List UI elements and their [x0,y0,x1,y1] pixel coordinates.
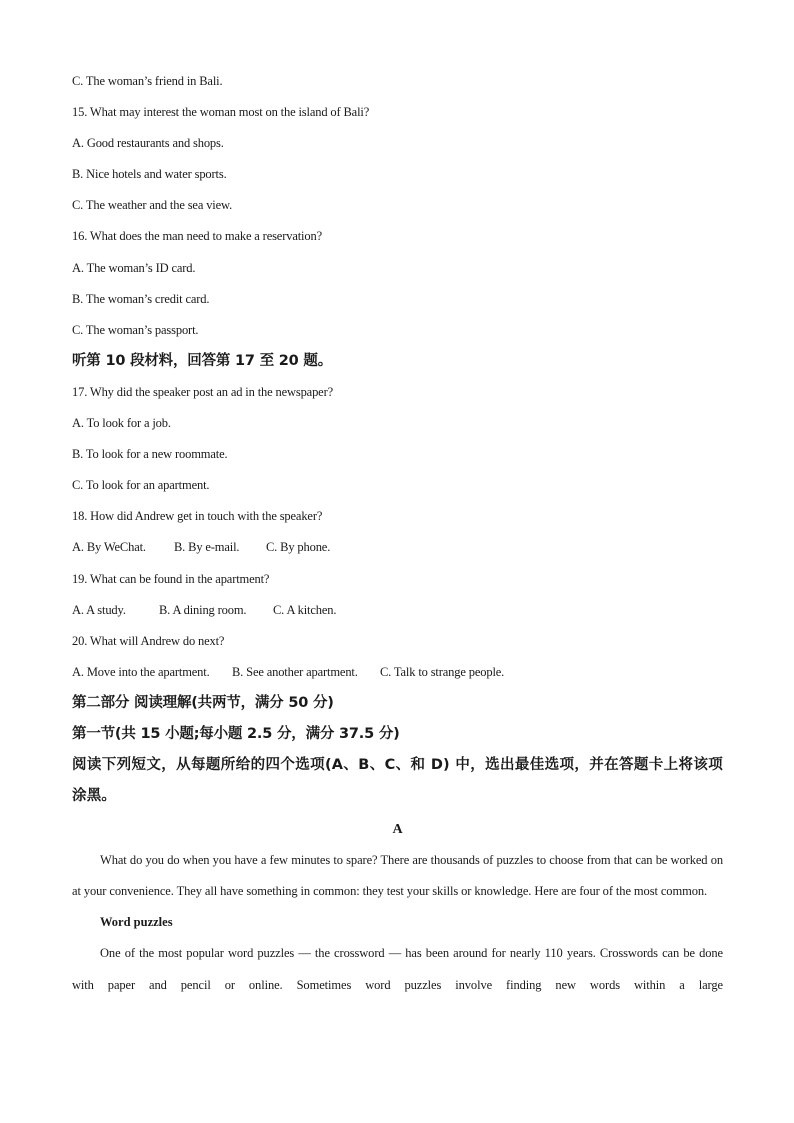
q18-option-b: B. By e-mail. [174,540,240,555]
q14-option-c: C. The woman’s friend in Bali. [72,74,223,88]
q16-option-a: A. The woman’s ID card. [72,260,196,275]
q19-question: 19. What can be found in the apartment? [72,571,270,586]
q20-option-c: C. Talk to strange people. [380,664,505,679]
q15-question: 15. What may interest the woman most on the island of Bali? [72,105,370,120]
passage-label: A [392,822,403,838]
q19-option-c: C. A kitchen. [273,602,337,617]
q19-options [72,595,723,626]
q18-option-c: C. By phone. [266,540,331,555]
q19-option-a: A. A study. [72,602,126,617]
q17-option-c: C. To look for an apartment. [72,478,210,493]
q18-option-a: A. By WeChat. [72,540,146,555]
q18-options [72,532,723,563]
intro-paragraph: What do you do when you have a few minutes to spare? There are thousands of puzzles to choose from that can be worked on at your convenience. They all have something in common: they test your skills or knowledge. Here are four of the most common. [72,853,723,899]
q15-option-b: B. Nice hotels and water sports. [72,167,227,182]
word-puzzles-paragraph: One of the most popular word puzzles — the crossword — has been around for nearly 110 years. Crosswords can be done with paper and pencil or online. Sometimes word puzzles involve finding new words within a large [72,946,723,992]
part-two-heading: 第二部分 阅读理解(共两节，满分 50 分) [72,694,334,711]
q17-question: 17. Why did the speaker post an ad in the newspaper? [72,384,333,399]
q20-option-a: A. Move into the apartment. [72,664,210,679]
exam-page [72,66,723,1001]
q20-option-b: B. See another apartment. [232,664,358,679]
q16-option-c: C. The woman’s passport. [72,322,199,337]
section-one-heading: 第一节(共 15 小题;每小题 2.5 分，满分 37.5 分) [72,725,400,742]
reading-instruction: 阅读下列短文，从每题所给的四个选项(A、B、C、和 D) 中，选出最佳选项，并在答题卡上将该项涂黑。 [72,757,723,805]
q16-option-b: B. The woman’s credit card. [72,291,210,306]
q19-option-b: B. A dining room. [159,602,247,617]
q18-question: 18. How did Andrew get in touch with the speaker? [72,509,323,524]
q20-options [72,657,723,688]
q17-option-b: B. To look for a new roommate. [72,447,228,462]
q17-option-a: A. To look for a job. [72,416,171,431]
q20-question: 20. What will Andrew do next? [72,633,225,648]
word-puzzles-subheading: Word puzzles [100,915,173,930]
q15-option-c: C. The weather and the sea view. [72,198,233,213]
q16-question: 16. What does the man need to make a reservation? [72,229,322,244]
section10-heading: 听第 10 段材料，回答第 17 至 20 题。 [72,352,333,369]
q15-option-a: A. Good restaurants and shops. [72,136,224,151]
